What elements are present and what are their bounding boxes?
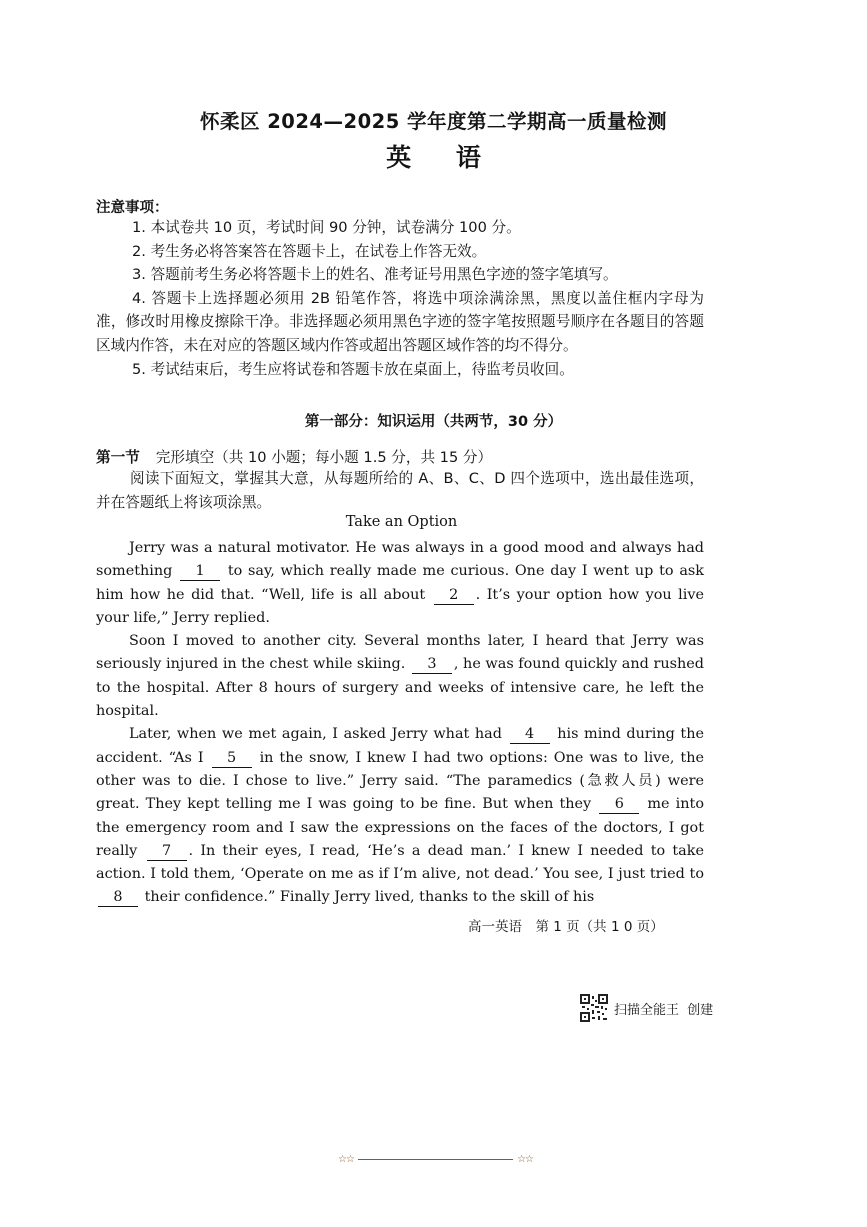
exam-title: 怀柔区 2024—2025 学年度第二学期高一质量检测 (199, 110, 668, 133)
passage-body (96, 537, 704, 910)
section-heading (96, 446, 492, 467)
passage-text: Jerry was a natural motivator. He was always in a good mood and always had something (96, 540, 704, 580)
part-heading: 第一部分：知识运用（共两节，30 分） (304, 414, 563, 430)
notice-heading: 注意事项： (96, 200, 169, 216)
scanner-label: 扫描全能王 创建 (614, 1002, 714, 1018)
passage-paragraph (96, 723, 704, 909)
passage-text: Soon I moved to another city. Several months later, I heard that Jerry was seriously injured in the chest while skiing. (96, 633, 704, 673)
bottom-ornament (338, 1152, 533, 1166)
passage-paragraph (96, 537, 704, 630)
blank-7: 7 (147, 843, 187, 861)
subject-title: 英 语 (386, 143, 481, 172)
page-footer: 高一英语 第 1 页（共 1 0 页） (468, 919, 664, 935)
passage-title: Take an Option (345, 514, 458, 530)
star-icon: ☆☆ (517, 1153, 533, 1165)
passage-text: their confidence.” Finally Jerry lived, thanks to the skill of his (144, 889, 595, 906)
section-title: 完形填空（共 10 小题；每小题 1.5 分，共 15 分） (155, 449, 493, 466)
passage-text: me into the emergency room and I saw the expressions on the faces of the doctors, I got really (96, 796, 704, 859)
blank-8: 8 (98, 889, 138, 907)
scanner-watermark (580, 994, 713, 1022)
blank-3: 3 (412, 656, 452, 674)
notice-list (96, 216, 704, 381)
star-icon: ☆☆ (338, 1153, 354, 1165)
passage-text: in the snow, I knew I had two options: One was to live, the other was to die. I chose to live.” Jerry said. “The paramedics (急救人员) were great. They kept telling me I was going to be fine. But when they (96, 749, 704, 813)
passage-text: his mind during the accident. “As I (96, 726, 705, 766)
notice-item: 4. 答题卡上选择题必须用 2B 铅笔作答，将选中项涂满涂黑，黑度以盖住框内字母为准，修改时用橡皮擦除干净。非选择题必须用黑色字迹的签字笔按照题号顺序在各题目的答题区域内作答，未在对应的答题区域内作答或超出答题区域作答的均不得分。 (96, 289, 704, 354)
passage-text: . In their eyes, I read, ‘He’s a dead man.’ I knew I needed to take action. I told them, ‘Operate on me as if I’m alive, not dead.’ You see, I just tried to (96, 842, 704, 883)
blank-1: 1 (180, 563, 220, 581)
blank-5: 5 (212, 750, 252, 768)
passage-text: to say, which really made me curious. One day I went up to ask him how he did that. “Well, life is all about (96, 563, 705, 603)
passage-text: , he was found quickly and rushed to the hospital. After 8 hours of surgery and weeks of intensive care, he left the hospital. (96, 656, 704, 720)
passage-text: Later, when we met again, I asked Jerry what had (129, 726, 502, 743)
blank-6: 6 (599, 796, 639, 814)
passage-text: . It’s your option how you live your life,” Jerry replied. (96, 586, 705, 626)
section-instruction: 阅读下面短文，掌握其大意，从每题所给的 A、B、C、D 四个选项中，选出最佳选项，并在答题纸上将该项涂黑。 (96, 470, 704, 511)
qr-code-icon (580, 994, 608, 1022)
blank-2: 2 (434, 587, 474, 605)
blank-4: 4 (510, 726, 550, 744)
notice-item: 3. 答题前考生务必将答题卡上的姓名、准考证号用黑色字迹的签字笔填写。 (132, 266, 618, 284)
notice-item: 5. 考试结束后，考生应将试卷和答题卡放在桌面上，待监考员收回。 (132, 360, 574, 378)
section-label: 第一节 (96, 449, 140, 466)
notice-item: 1. 本试卷共 10 页，考试时间 90 分钟，试卷满分 100 分。 (132, 219, 521, 236)
ornament-rule (358, 1159, 513, 1160)
notice-item: 2. 考生务必将答案答在答题卡上，在试卷上作答无效。 (132, 242, 487, 260)
passage-paragraph (96, 630, 704, 723)
